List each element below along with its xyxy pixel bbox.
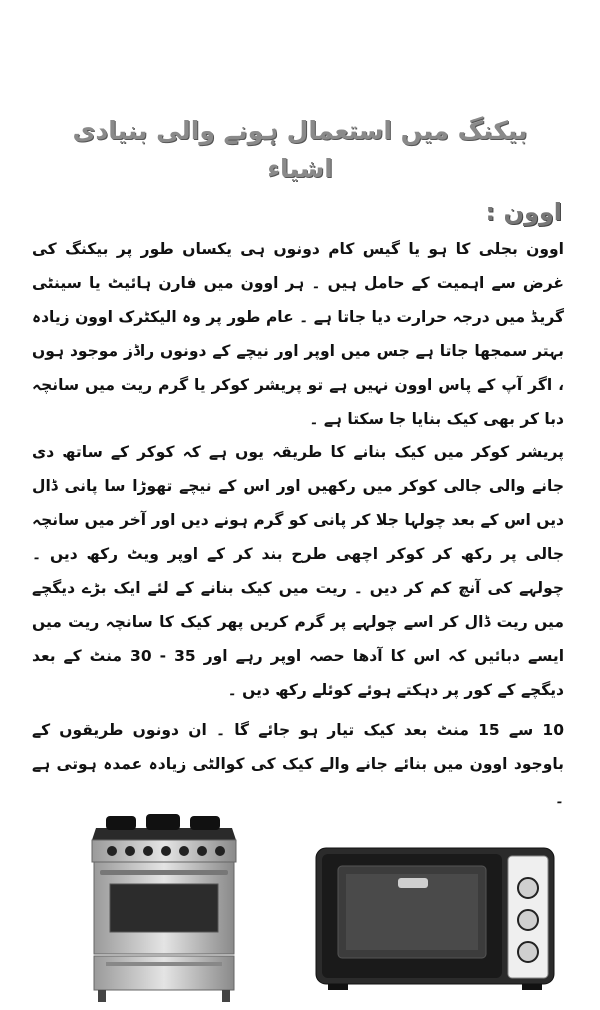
paragraph: پریشر کوکر میں کیک بنانے کا طریقہ یوں ہے کہ کوکر کے ساتھ دی جانے والی جالی کوکر میں رکھیں اور اس کے نیچے تھوڑا سا پانی ڈال دیں اس کے بعد چولہا جلا کر پانی کو گرم ہونے دیں اور آخر میں سانچہ جالی پر رکھ کر کوکر اچھی طرح بند کر کے اوپر ویٹ رکھ دیں ۔ چولہے کی آنچ کم کر دیں ۔ ریت میں کیک بنانے کے لئے ایک بڑے دیگچے میں ریت ڈال کر اسے چولہے پر گرم کریں پھر کیک کا سانچہ ریت میں ایسے دبائیں کہ اس کا آدھا حصہ اوپر رہے اور 35 - 30 منٹ کے بعد دیگچے کے کور پر دہکتے ہوئے کوئلے رکھ دیں ۔ xyxy=(32,443,565,699)
gas-stove-image xyxy=(86,808,242,1004)
paragraph: 10 سے 15 منٹ بعد کیک تیار ہو جائے گا ۔ ان دونوں طریقوں کے باوجود اوون میں بنائے جانے والے کیک کی کوالٹی زیادہ عمدہ ہوتی ہے ۔ xyxy=(32,721,564,807)
section-heading: اوون : xyxy=(485,198,562,226)
paragraph: اوون بجلی کا ہو یا گیس کام دونوں ہی یکساں طور پر بیکنگ کی غرض سے اہمیت کے حامل ہیں ۔ ہر اوون میں فارن ہائیٹ یا سینٹی گریڈ میں درجہ حرارت دیا جاتا ہے ۔ عام طور پر وہ الیکٹرک اوون زیادہ بہتر سمجھا جاتا ہے جس میں اوپر اور نیچے کے دونوں راڈز موجود ہوں ، اگر آپ کے پاس اوون نہیں ہے تو پریشر کوکر یا گرم ریت میں سانچہ دبا کر بھی کیک بنایا جا سکتا ہے ۔ xyxy=(32,240,564,428)
electric-oven-image xyxy=(312,842,558,992)
page-title: بیکنگ میں استعمال ہونے والی بنیادی اشیاء xyxy=(72,116,528,183)
